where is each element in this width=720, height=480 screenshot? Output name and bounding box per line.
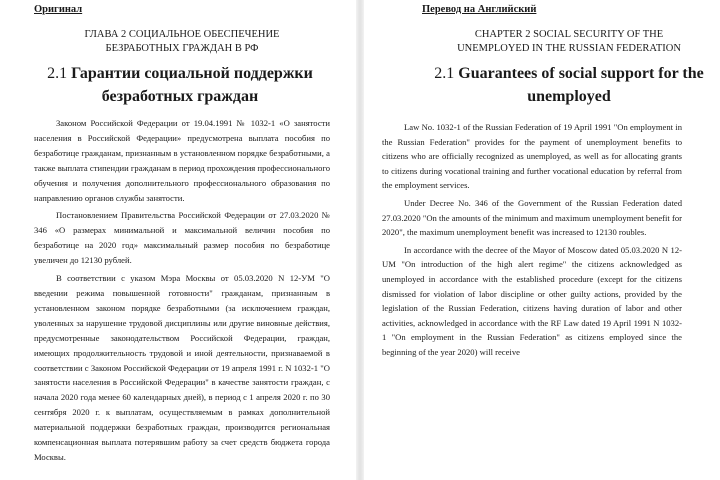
original-page: [0, 0, 356, 480]
translation-label: Перевод на Английский: [422, 4, 537, 15]
translation-body: [382, 120, 682, 363]
original-body: [34, 116, 330, 468]
page-divider: [356, 0, 364, 480]
section-title: Guarantees of social support for the unemployed: [458, 65, 704, 105]
section-title: Гарантии социальной поддержки безработных граждан: [71, 65, 313, 105]
paragraph: В соответствии с указом Мэра Москвы от 05.03.2020 N 12-УМ "О введении режима повышенной готовности" гражданам, признанным в установленном законом порядке безработными (за исключением граждан, уволенных за нарушение трудовой дисциплины или другие виновные действия, предусмотренные законодательством Российской Федерации, граждан, имеющих продолжительность трудовой и иной деятельности, признаваемой в соответствии с Законом Российской Федерации от 19 апреля 1991 г. N 1032-1 "О занятости населения в Российской Федерации" в качестве занятости граждан, с начала 2020 года менее 60 календарных дней), в период с 1 апреля 2020 г. по 30 сентября 2020 г. к выплатам, осуществляемым в рамках дополнительной материальной поддержки безработных граждан, производится региональная компенсационная выплата потерявшим работу за счет средств бюджета города Москвы.: [34, 273, 330, 462]
section-number: 2.1: [434, 65, 455, 82]
paragraph: Законом Российской Федерации от 19.04.1991 № 1032-1 «О занятости населения в Российской Федерации» предусмотрена выплата пособия по безработице гражданам, признанным в установленном порядке безработными, а также выплата стипендии гражданам в период прохождения профессионального обучения и получения дополнительного профессионального образования по направлению органов службы занятости.: [34, 118, 330, 203]
paragraph: Постановлением Правительства Российской Федерации от 27.03.2020 № 346 «О размерах минимальной и максимальной величин пособия по безработице на 2020 год» максимальный размер пособия по безработице увеличен до 12130 рублей.: [34, 210, 330, 266]
original-chapter-heading: [34, 28, 330, 56]
chapter-line: CHAPTER 2 SOCIAL SECURITY OF THE: [474, 29, 664, 40]
original-label: Оригинал: [34, 4, 83, 15]
paragraph: In accordance with the decree of the Mayor of Moscow dated 05.03.2020 N 12-UM "On introduction of the high alert regime" the citizens acknowledged as unemployed in accordance with the established procedure (except for the citizens dismissed for violation of labor discipline or other guilty actions, provided by the legislation of the Russian Federation, citizens having duration of labor and other activities, acknowledged in accordance with the RF Law dated 19 April 1991 N 1032-1 "On employment in the Russian Federation" as citizens employed since the beginning of the year 2020) will receive: [382, 244, 682, 357]
section-number: 2.1: [47, 65, 68, 82]
chapter-line: ГЛАВА 2 СОЦИАЛЬНОЕ ОБЕСПЕЧЕНИЕ: [84, 29, 280, 40]
original-section-heading: [40, 62, 320, 108]
paragraph: Law No. 1032-1 of the Russian Federation of 19 April 1991 "On employment in the Russian Federation" provides for the payment of unemployment benefits to citizens who are officially recognized as unemployed, as well as for allocating grants to citizens during vocational training and further vocational education by referral from the employment services.: [382, 122, 682, 191]
chapter-line: UNEMPLOYED IN THE RUSSIAN FEDERATION: [457, 43, 681, 54]
chapter-line: БЕЗРАБОТНЫХ ГРАЖДАН В РФ: [105, 43, 259, 54]
translation-page: [364, 0, 720, 480]
translation-section-heading: [428, 62, 710, 108]
translation-chapter-heading: [424, 28, 714, 56]
paragraph: Under Decree No. 346 of the Government of the Russian Federation dated 27.03.2020 "On the amounts of the minimum and maximum unemployment benefit for 2020", the maximum unemployment benefit was increased to 12130 roubles.: [382, 197, 682, 238]
